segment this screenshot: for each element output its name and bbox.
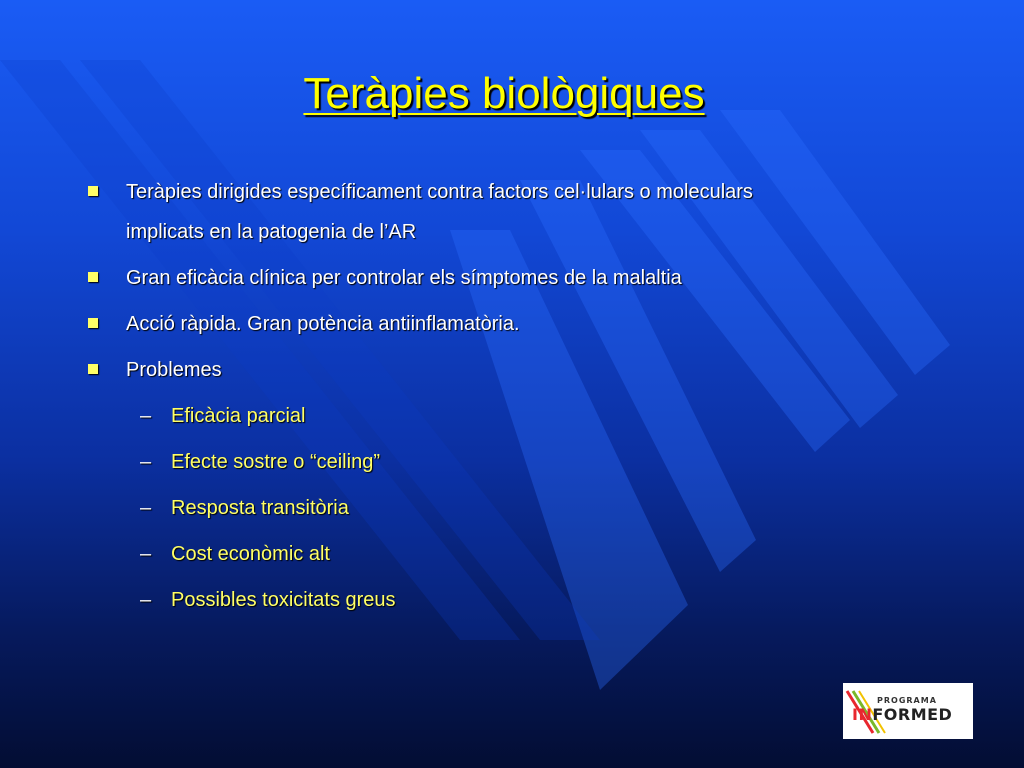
sub-bullet-text: Eficàcia parcial xyxy=(171,405,306,427)
dash-bullet-icon: – xyxy=(140,589,152,611)
bullet-item xyxy=(88,304,788,344)
bullet-item xyxy=(88,258,788,298)
sub-bullet-item xyxy=(88,442,788,482)
dash-bullet-icon: – xyxy=(140,451,152,473)
slide-title: Teràpies biològiques xyxy=(303,69,705,118)
dash-bullet-icon: – xyxy=(140,543,152,565)
bullet-text: Acció ràpida. Gran potència antiinflamatòria. xyxy=(126,313,520,335)
dash-bullet-icon: – xyxy=(140,405,152,427)
bullet-list xyxy=(88,172,788,626)
sub-bullet-item xyxy=(88,396,788,436)
logo-wordmark-first: IN xyxy=(852,705,873,724)
bullet-item xyxy=(88,350,788,390)
bullet-text: Gran eficàcia clínica per controlar els símptomes de la malaltia xyxy=(126,267,682,289)
square-bullet-icon xyxy=(88,272,98,282)
bullet-text: Problemes xyxy=(126,359,222,381)
bullet-text: Teràpies dirigides específicament contra factors cel·lulars o moleculars implicats en la patogenia de l’AR xyxy=(126,181,753,243)
logo-wordmark xyxy=(852,705,952,724)
dash-bullet-icon: – xyxy=(140,497,152,519)
sub-bullet-item xyxy=(88,488,788,528)
sub-bullet-text: Efecte sostre o “ceiling” xyxy=(171,451,380,473)
sub-bullet-item xyxy=(88,534,788,574)
logo-program-label: PROGRAMA xyxy=(877,696,937,705)
square-bullet-icon xyxy=(88,186,98,196)
bullet-item xyxy=(88,172,788,252)
sub-bullet-text: Resposta transitòria xyxy=(171,497,349,519)
square-bullet-icon xyxy=(88,364,98,374)
sub-bullet-item xyxy=(88,580,788,620)
logo-wordmark-rest: FORMED xyxy=(872,705,953,724)
sub-bullet-text: Cost econòmic alt xyxy=(171,543,330,565)
sub-bullet-text: Possibles toxicitats greus xyxy=(171,589,396,611)
square-bullet-icon xyxy=(88,318,98,328)
informed-logo xyxy=(843,683,973,739)
